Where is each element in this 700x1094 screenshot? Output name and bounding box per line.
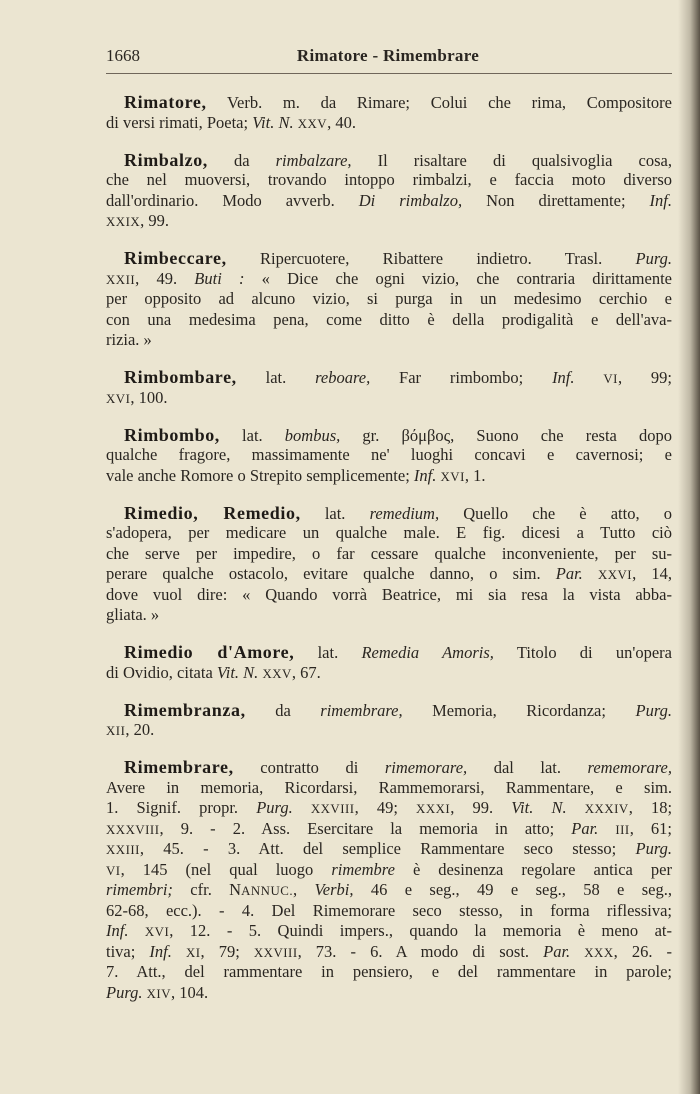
body-text: Far rimbombo; <box>370 368 553 387</box>
entry-line <box>106 860 672 881</box>
body-text: , 99. <box>450 798 512 817</box>
body-text: di versi rimati, Poeta; <box>106 112 253 132</box>
dictionary-entry <box>106 367 672 408</box>
italic-text: Inf. <box>149 941 172 961</box>
italic-text: Inf. <box>106 921 129 940</box>
headword: Rimembrare, <box>124 757 234 777</box>
italic-text: rimembrare, <box>320 700 403 720</box>
body-text: , 45. - 3. Att. del semplice Rammentare seco stesso; <box>139 839 636 858</box>
body-text: 1. Signif. propr. <box>106 798 257 817</box>
entry-line <box>106 642 672 663</box>
entry-line <box>106 983 672 1004</box>
body-text: perare qualche ostacolo, evitare qualche danno, o sim. <box>106 564 556 583</box>
dictionary-entry <box>106 248 672 351</box>
italic-text: Inf. <box>413 465 437 485</box>
body-text: dall'ordinario. Modo avverb. <box>106 190 359 210</box>
body-text: con una medesima pena, come ditto è della prodigalità e dell'ava- <box>106 309 672 329</box>
entry-line <box>106 211 672 232</box>
body-text: 62-68, ecc.). - 4. Del Rimemorare seco stesso, in forma riflessiva; <box>106 900 672 920</box>
italic-text: Inf. <box>649 190 672 210</box>
body-text <box>293 798 311 817</box>
italic-text: remedium, <box>369 503 440 523</box>
entry-line <box>106 289 672 310</box>
headword: Rimatore, <box>124 92 207 112</box>
body-text: , 14, <box>632 564 672 583</box>
body-text: « Dice che ogni vizio, che contraria dirittamente <box>244 268 672 288</box>
small-caps-text: XXVIII <box>253 945 298 960</box>
small-caps-text: XVI <box>440 469 465 484</box>
entry-line <box>106 330 672 351</box>
headword: Rimedio d'Amore, <box>124 642 295 662</box>
small-caps-text: XI <box>185 945 201 960</box>
headword: Rimbalzo, <box>124 149 208 170</box>
entry-line <box>106 605 672 626</box>
small-caps-text: VI <box>603 372 618 386</box>
entry-line <box>106 503 672 524</box>
italic-text: Vit. N. <box>252 112 294 132</box>
small-caps-text: XVI <box>106 391 131 406</box>
dictionary-entry <box>106 425 672 487</box>
body-text: , <box>293 880 315 899</box>
italic-text: Par. <box>571 818 599 838</box>
small-caps-text: XXVI <box>597 568 633 582</box>
entry-line <box>106 269 672 290</box>
body-text: da <box>207 150 276 170</box>
entry-line <box>106 170 672 191</box>
entry-line <box>106 585 672 606</box>
body-text: contratto di <box>233 758 385 777</box>
entry-line <box>106 663 672 684</box>
body-text: , 61; <box>629 818 672 838</box>
entry-line <box>106 901 672 922</box>
small-caps-text: ANNUC. <box>241 884 294 898</box>
dictionary-entry <box>106 642 672 683</box>
small-caps-text: XXIII <box>106 843 140 857</box>
body-text: , 104. <box>171 982 209 1002</box>
body-text: tiva; <box>106 941 150 961</box>
italic-text: Vit. N. <box>511 798 567 817</box>
body-text: per opposito ad alcuno vizio, si purga in un medesimo cerchio e <box>106 289 672 308</box>
body-text <box>598 819 615 838</box>
italic-text: rimembre <box>331 859 395 879</box>
italic-text: Remedia Amoris, <box>361 643 494 662</box>
dictionary-entry <box>106 757 672 1003</box>
body-text: 7. Att., del rammentare in pensiero, e del rammentare in parole; <box>106 962 672 981</box>
body-text: che serve per impedire, o far cessare qualche inconveniente, per su- <box>106 543 672 563</box>
body-text: è desinenza regolare antica per <box>394 859 672 879</box>
body-text: s'adopera, per medicare un qualche male. E fig. dicesi a Tutto ciò <box>106 523 672 542</box>
entry-line <box>106 757 672 778</box>
italic-text: Verbi, <box>314 880 354 899</box>
body-text: , 73. - 6. A modo di sost. <box>297 941 544 961</box>
italic-text: reboare, <box>315 368 371 387</box>
body-text: qualche fragore, massimamente ne' luoghi concavi e cavernosi; e <box>106 445 672 464</box>
dictionary-entry <box>106 92 672 133</box>
entry-line <box>106 700 672 721</box>
body-text: rizia. » <box>106 330 152 349</box>
body-text: , 49. <box>135 268 195 288</box>
page-number: 1668 <box>106 46 140 65</box>
entry-line <box>106 921 672 942</box>
small-caps-text: VI <box>106 863 121 878</box>
entry-line <box>106 150 672 171</box>
body-text: , 145 (nel qual luogo <box>120 859 332 879</box>
body-text: vale anche Romore o Strepito semplicemente; <box>106 465 414 485</box>
italic-text: Purg. <box>256 798 293 817</box>
body-text: che nel muoversi, trovando intoppo rimbalzi, e faccia moto diverso <box>106 170 672 189</box>
body-text: , 9. - 2. Ass. Esercitare la memoria in atto; <box>159 818 572 838</box>
body-text: Il risaltare di qualsivoglia cosa, <box>351 150 672 170</box>
italic-text: Purg. <box>106 982 143 1002</box>
entry-line <box>106 564 672 585</box>
entry-line <box>106 798 672 819</box>
body-text <box>570 942 584 961</box>
body-text: , 18; <box>628 798 672 817</box>
italic-text: bombus, <box>284 425 341 445</box>
body-text: lat. <box>236 368 316 387</box>
header-rule <box>106 73 672 74</box>
entry-line <box>106 819 672 840</box>
entry-line <box>106 778 672 799</box>
body-text <box>575 368 604 387</box>
body-text: , 49; <box>354 798 417 817</box>
body-text <box>172 942 186 961</box>
body-text: Titolo di un'opera <box>493 643 672 662</box>
body-text: lat. <box>219 425 285 445</box>
entry-line <box>106 880 672 901</box>
body-text: , 99; <box>617 368 672 387</box>
body-text: Ripercuotere, Ribattere indietro. Trasl. <box>226 249 636 268</box>
small-caps-text: XII <box>106 724 126 738</box>
small-caps-text: III <box>615 822 630 837</box>
body-text: lat. <box>294 643 362 662</box>
small-caps-text: XXVIII <box>310 802 355 816</box>
entry-line <box>106 942 672 963</box>
headword: Rimbombo, <box>124 424 220 445</box>
body-text: dove vuol dire: « Quando vorrà Beatrice, mi sia resa la vista abba- <box>106 584 672 604</box>
small-caps-text: XVI <box>144 925 170 939</box>
headword: Rimembranza, <box>124 699 246 720</box>
entry-line <box>106 720 672 741</box>
small-caps-text: XXXVIII <box>106 822 160 837</box>
body-text <box>128 921 144 940</box>
body-text: , 1. <box>464 465 486 485</box>
entry-line <box>106 466 672 487</box>
body-text: Memoria, Ricordanza; <box>402 700 636 720</box>
entry-line <box>106 367 672 388</box>
italic-text: rememorare, <box>587 758 672 777</box>
small-caps-text: XXII <box>106 272 136 287</box>
entry-line <box>106 523 672 544</box>
body-text: dal lat. <box>467 758 588 777</box>
italic-text: Di rimbalzo, <box>358 190 463 210</box>
entry-line <box>106 191 672 212</box>
body-text: , 20. <box>125 720 155 739</box>
small-caps-text: XXV <box>262 666 292 681</box>
body-text: , 79; <box>200 941 254 961</box>
body-text: 46 e seg., 49 e seg., 58 e seg., <box>353 880 672 899</box>
body-text: Avere in memoria, Ricordarsi, Rammemorarsi, Rammentare, e sim. <box>106 777 672 797</box>
body-text: da <box>245 700 321 720</box>
italic-text: rimemorare, <box>384 758 468 777</box>
body-text: lat. <box>300 503 370 523</box>
body-text: Verb. m. da Rimare; Colui che rima, Compositore <box>206 93 672 112</box>
entry-line <box>106 388 672 409</box>
running-title: Rimatore - Rimembrare <box>296 46 480 65</box>
entry-line <box>106 544 672 565</box>
italic-text: Buti : <box>194 268 245 288</box>
entry-line <box>106 445 672 466</box>
dictionary-entry <box>106 150 672 232</box>
italic-text: Par. <box>543 941 571 961</box>
italic-text: Par. <box>555 564 583 583</box>
body-text: , 26. - <box>613 941 672 961</box>
entry-line <box>106 839 672 860</box>
italic-text: Purg. <box>635 249 672 268</box>
italic-text: rimembri; <box>106 880 173 899</box>
body-text: , 100. <box>130 387 168 407</box>
page-edge-shadow <box>678 0 700 1094</box>
italic-text: Purg. <box>635 839 672 858</box>
headword: Rimbeccare, <box>124 248 227 268</box>
small-caps-text: XXIX <box>106 215 141 229</box>
body-text: , 12. - 5. Quindi impers., quando la memoria è meno at- <box>169 921 672 940</box>
small-caps-text: XXXIV <box>584 802 629 816</box>
entry-line <box>106 962 672 983</box>
small-caps-text: XIV <box>146 986 171 1001</box>
dictionary-entries <box>106 92 672 1020</box>
entry-line <box>106 92 672 113</box>
italic-text: Inf. <box>552 368 575 387</box>
entry-line <box>106 425 672 446</box>
italic-text: Purg. <box>635 700 672 720</box>
small-caps-text: XXV <box>297 116 328 131</box>
body-text: Quello che è atto, o <box>439 503 672 523</box>
italic-text: rimbalzare, <box>275 150 352 170</box>
italic-text: Vit. N. <box>216 662 259 682</box>
entry-line <box>106 310 672 331</box>
body-text <box>583 564 598 583</box>
body-text <box>567 798 585 817</box>
headword: Rimbombare, <box>124 367 237 387</box>
dictionary-entry <box>106 700 672 741</box>
body-text: , 67. <box>291 662 321 682</box>
dictionary-entry <box>106 503 672 626</box>
body-text: , 99. <box>140 211 170 230</box>
body-text: Non direttamente; <box>462 190 650 210</box>
small-caps-text: XXX <box>584 945 614 960</box>
entry-line <box>106 113 672 134</box>
headword: Rimedio, Remedio, <box>124 502 301 523</box>
body-text: , 40. <box>327 112 356 132</box>
body-text: gr. βόμβος, Suono che resta dopo <box>340 425 672 445</box>
small-caps-text: XXXI <box>416 802 451 816</box>
page-header <box>106 46 670 70</box>
body-text: cfr. N <box>172 880 242 899</box>
entry-line <box>106 248 672 269</box>
body-text: gliata. » <box>106 605 160 624</box>
body-text: di Ovidio, citata <box>106 662 217 682</box>
